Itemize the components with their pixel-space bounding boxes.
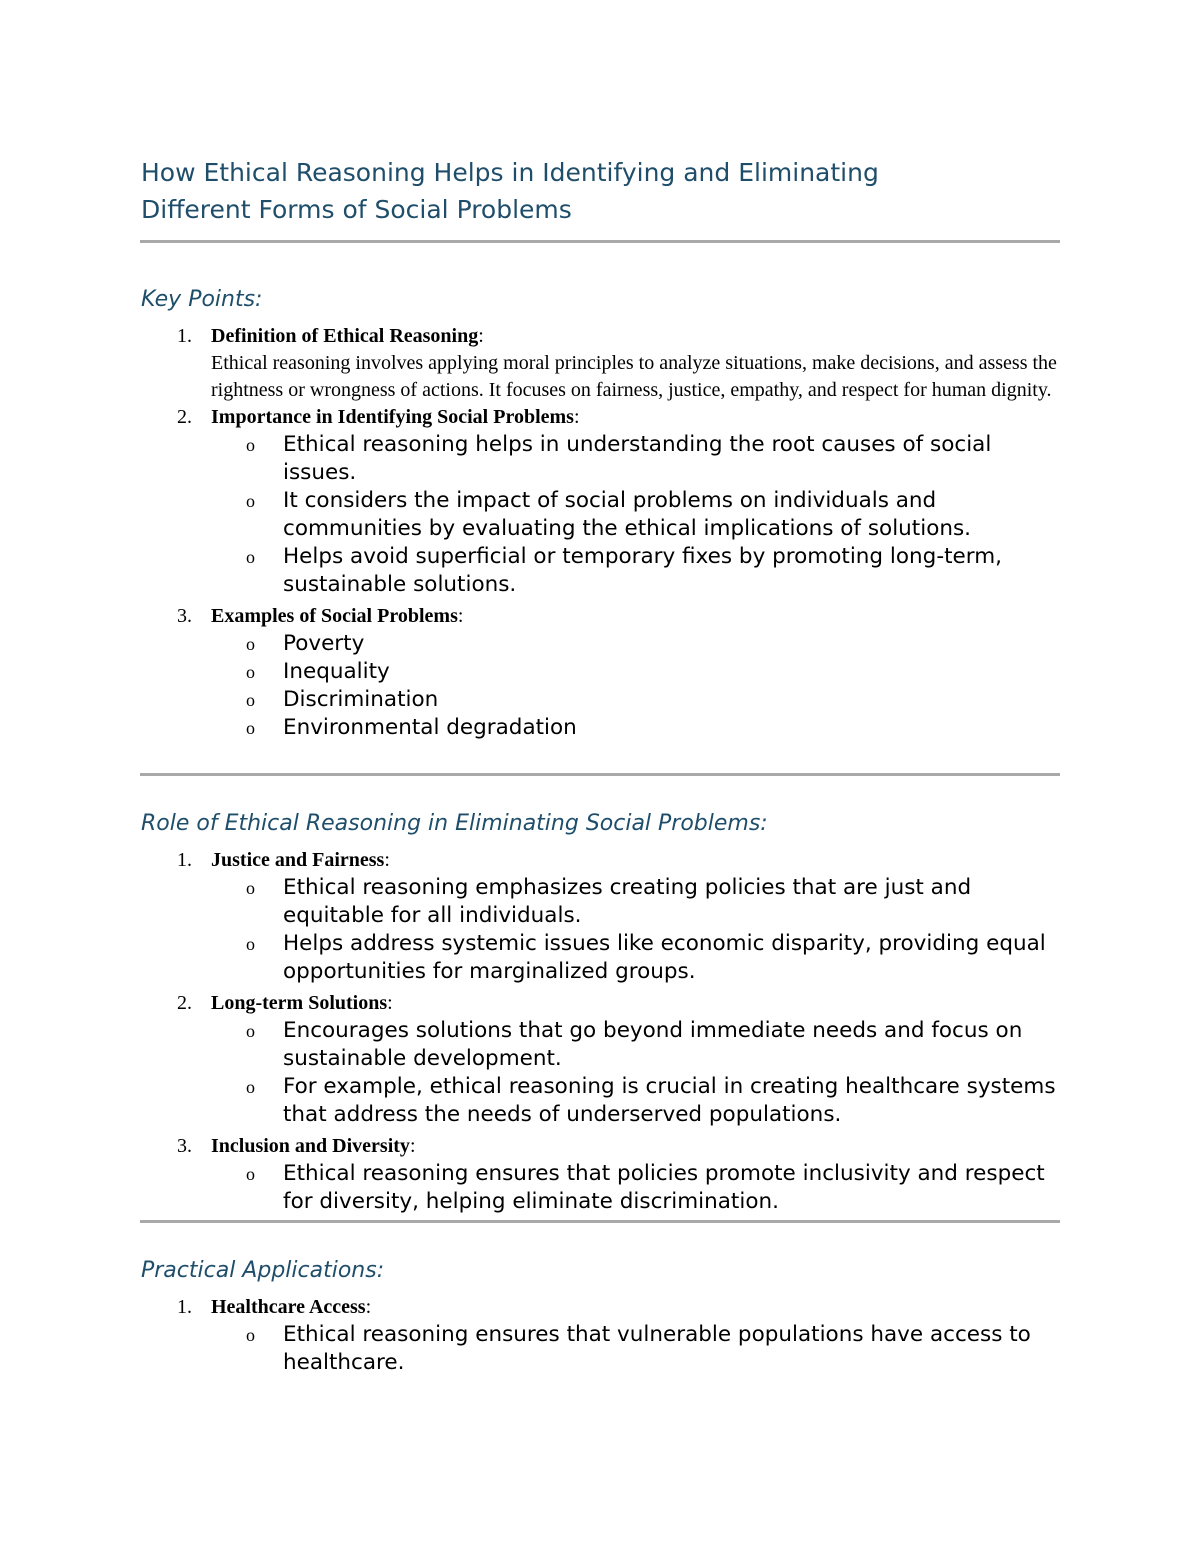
sub-list bbox=[0, 1321, 1100, 1377]
list-item: 3. Examples of Social Problems: o Poverty o Inequality o Discrimination o Environmental degradation bbox=[0, 603, 1100, 742]
sub-list bbox=[0, 1017, 1100, 1129]
list-item: 1. Justice and Fairness: o Ethical reasoning emphasizes creating policies that are just and equitable for all individuals. o Helps address systemic issues like economic disparity, providing equal opportunities for marginalized groups. bbox=[0, 847, 1100, 986]
item-number: 1. bbox=[177, 849, 192, 871]
bullet-icon: o bbox=[246, 1164, 255, 1184]
item-number: 3. bbox=[177, 1135, 192, 1157]
horizontal-rule bbox=[140, 1220, 1060, 1223]
bullet-icon: o bbox=[246, 1021, 255, 1041]
sub-list-item: o Inequality bbox=[246, 659, 390, 684]
bullet-icon: o bbox=[246, 1325, 255, 1345]
item-number: 1. bbox=[177, 325, 192, 347]
title-line-2: Different Forms of Social Problems bbox=[141, 195, 572, 224]
bullet-icon: o bbox=[246, 662, 255, 682]
list-item: 1. Healthcare Access: o Ethical reasoning ensures that vulnerable populations have access to healthcare. bbox=[0, 1294, 1100, 1377]
sub-list bbox=[0, 874, 1100, 986]
sub-list-item: o Helps avoid superficial or temporary fixes by promoting long-term, sustainable solutions. bbox=[246, 544, 1002, 597]
bullet-icon: o bbox=[246, 878, 255, 898]
sub-list-item: o Ethical reasoning ensures that vulnerable populations have access to healthcare. bbox=[246, 1322, 1031, 1375]
bullet-icon: o bbox=[246, 934, 255, 954]
sub-list-item: o It considers the impact of social problems on individuals and communities by evaluating the ethical implications of solutions. bbox=[246, 488, 972, 541]
horizontal-rule bbox=[140, 773, 1060, 776]
bullet-icon: o bbox=[246, 1077, 255, 1097]
item-label: Healthcare Access bbox=[211, 1296, 366, 1318]
document-title bbox=[141, 154, 1061, 228]
item-number: 3. bbox=[177, 605, 192, 627]
item-label: Inclusion and Diversity bbox=[211, 1135, 410, 1157]
item-label: Importance in Identifying Social Problems bbox=[211, 406, 574, 428]
list-item: 1. Definition of Ethical Reasoning: Ethical reasoning involves applying moral principles to analyze situations, make decisions, and assess the rightness or wrongness of actions. It focuses on fairness, justice, empathy, and respect for human dignity. bbox=[0, 323, 1100, 404]
sub-list-item: o Discrimination bbox=[246, 687, 439, 712]
sub-list-item: o Environmental degradation bbox=[246, 715, 577, 740]
sub-list-item: o For example, ethical reasoning is crucial in creating healthcare systems that address the needs of underserved populations. bbox=[246, 1074, 1056, 1127]
title-line-1: How Ethical Reasoning Helps in Identifying and Eliminating bbox=[141, 158, 879, 187]
section-heading-practical: Practical Applications: bbox=[141, 1258, 385, 1283]
sub-list-item: o Encourages solutions that go beyond immediate needs and focus on sustainable development. bbox=[246, 1018, 1023, 1071]
bullet-icon: o bbox=[246, 491, 255, 511]
list-item: 2. Long-term Solutions: o Encourages solutions that go beyond immediate needs and focus on sustainable development. o For example, ethical reasoning is crucial in creating healthcare systems that address the needs of underserved populations. bbox=[0, 990, 1100, 1129]
item-number: 1. bbox=[177, 1296, 192, 1318]
list-item: 3. Inclusion and Diversity: o Ethical reasoning ensures that policies promote inclusivity and respect for diversity, helping eliminate discrimination. bbox=[0, 1133, 1100, 1216]
role-list bbox=[0, 847, 1100, 1216]
bullet-icon: o bbox=[246, 634, 255, 654]
item-paragraph: Ethical reasoning involves applying moral principles to analyze situations, make decisions, and assess the rightness or wrongness of actions. It focuses on fairness, justice, empathy, and respect for human dignity. bbox=[211, 352, 1057, 401]
practical-list bbox=[0, 1294, 1100, 1377]
sub-list bbox=[0, 630, 1100, 742]
item-label: Examples of Social Problems bbox=[211, 605, 458, 627]
sub-list-item: o Ethical reasoning helps in understanding the root causes of social issues. bbox=[246, 432, 992, 485]
bullet-icon: o bbox=[246, 718, 255, 738]
sub-list bbox=[0, 431, 1100, 599]
section-heading-key-points: Key Points: bbox=[141, 287, 263, 312]
list-item: 2. Importance in Identifying Social Problems: o Ethical reasoning helps in understanding the root causes of social issues. o It considers the impact of social problems on individuals and communities by evaluating the ethical implications of solutions. o Helps avoid superficial or temporary fixes by promoting long-term, sustainable solutions. bbox=[0, 404, 1100, 599]
item-number: 2. bbox=[177, 406, 192, 428]
section-heading-role: Role of Ethical Reasoning in Eliminating Social Problems: bbox=[141, 811, 768, 836]
bullet-icon: o bbox=[246, 547, 255, 567]
sub-list-item: o Helps address systemic issues like economic disparity, providing equal opportunities for marginalized groups. bbox=[246, 931, 1046, 984]
item-label: Definition of Ethical Reasoning bbox=[211, 325, 479, 347]
sub-list-item: o Poverty bbox=[246, 631, 365, 656]
sub-list bbox=[0, 1160, 1100, 1216]
horizontal-rule bbox=[140, 240, 1060, 243]
bullet-icon: o bbox=[246, 690, 255, 710]
key-points-list bbox=[0, 323, 1100, 742]
sub-list-item: o Ethical reasoning emphasizes creating policies that are just and equitable for all individuals. bbox=[246, 875, 972, 928]
item-label: Long-term Solutions bbox=[211, 992, 388, 1014]
bullet-icon: o bbox=[246, 435, 255, 455]
item-label: Justice and Fairness bbox=[211, 849, 385, 871]
item-number: 2. bbox=[177, 992, 192, 1014]
sub-list-item: o Ethical reasoning ensures that policies promote inclusivity and respect for diversity, helping eliminate discrimination. bbox=[246, 1161, 1045, 1214]
